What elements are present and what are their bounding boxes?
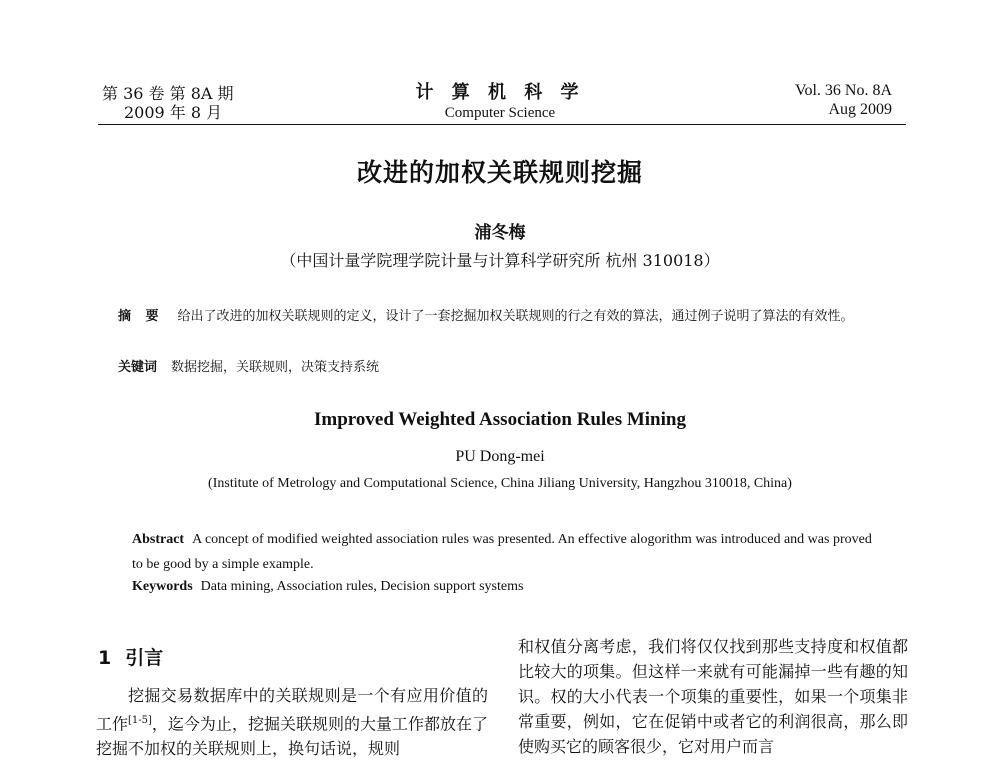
- author-en: PU Dong-mei: [455, 448, 545, 465]
- affiliation-cn: （中国计量学院理学院计量与计算科学研究所 杭州 310018）: [280, 251, 720, 270]
- keywords-cn-text: 数据挖掘，关联规则，决策支持系统: [171, 360, 380, 375]
- section-title: 引言: [125, 647, 164, 669]
- abstract-cn: [118, 306, 890, 328]
- keywords-cn-label: 关键词: [118, 360, 158, 375]
- right-column: [518, 634, 908, 759]
- citation: [1-5]: [128, 715, 152, 726]
- date-cn: 2009 年 8 月: [124, 103, 223, 122]
- keywords-en-text: Data mining, Association rules, Decision support systems: [200, 579, 524, 594]
- right-column-paragraph: 和权值分离考虑，我们将仅仅找到那些支持度和权值都比较大的项集。但这样一来就有可能漏掉一些有趣的知识。权的大小代表一个项集的重要性，如果一个项集非常重要，例如，它在促销中或者它的利润很高，那么即使购买它的顾客很少，它对用户而言: [518, 637, 908, 756]
- intro-paragraph: [96, 683, 488, 761]
- volume-cn: 第 36 卷 第 8A 期: [102, 84, 234, 103]
- abstract-en: [132, 527, 880, 577]
- journal-name-cn: 计 算 机 科 学: [415, 82, 585, 103]
- abstract-cn-text: 给出了改进的加权关联规则的定义，设计了一套挖掘加权关联规则的行之有效的算法，通过例子说明了算法的有效性。: [177, 309, 854, 324]
- left-column: [96, 683, 488, 761]
- volume-en: Vol. 36 No. 8A: [794, 82, 892, 99]
- keywords-en-label: Keywords: [132, 579, 193, 594]
- header-right: [795, 81, 892, 119]
- abstract-en-label: Abstract: [132, 532, 185, 547]
- paper-title-cn: 改进的加权关联规则挖掘: [356, 158, 643, 187]
- intro-text-1: 挖掘交易数据库中的关联规则是一个有应用价值的工作: [96, 686, 488, 734]
- journal-name-en: Computer Science: [444, 105, 556, 121]
- keywords-en: [132, 579, 523, 595]
- abstract-cn-label: 摘 要: [118, 309, 164, 324]
- date-en: Aug 2009: [828, 101, 892, 118]
- intro-text-2: ，迄今为止，挖掘关联规则的大量工作都放在了挖掘不加权的关联规则上，换句话说，规则: [96, 714, 488, 759]
- abstract-en-text: A concept of modified weighted association rules was presented. An effective alogorithm was introduced and was proved to be good by a simple example.: [132, 532, 872, 572]
- author-cn: 浦冬梅: [474, 223, 526, 243]
- section-number: 1: [98, 647, 112, 669]
- keywords-cn: [118, 356, 379, 375]
- section-heading: [98, 643, 163, 670]
- affiliation-en: (Institute of Metrology and Computational Science, China Jiliang University, Hangzhou 310018, China): [208, 476, 792, 491]
- paper-title-en: Improved Weighted Association Rules Mining: [314, 409, 686, 430]
- header-rule: [98, 124, 906, 125]
